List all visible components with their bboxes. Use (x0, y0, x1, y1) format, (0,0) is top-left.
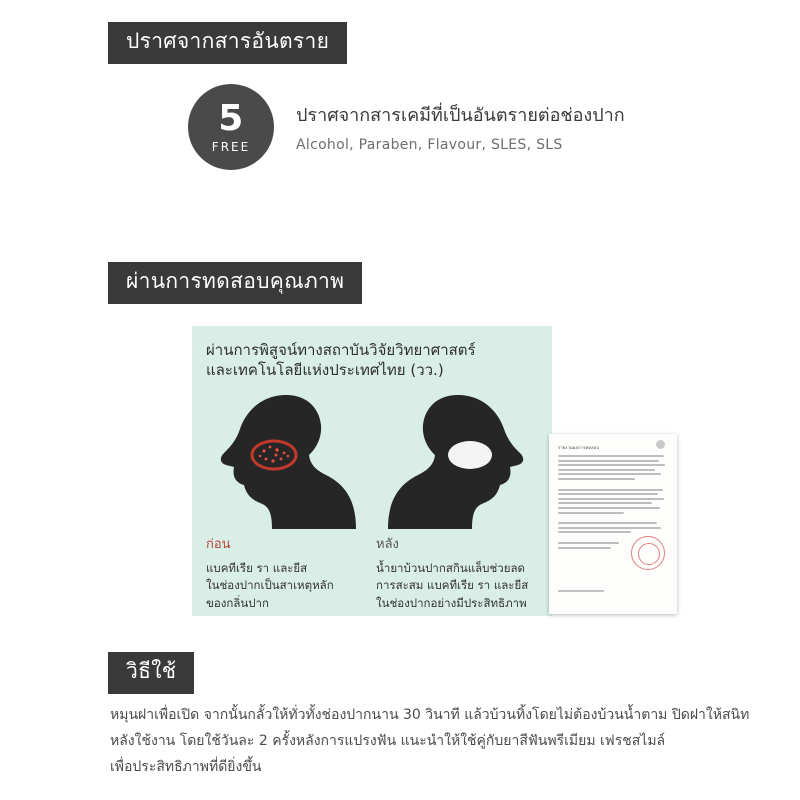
label-before: ก่อน (206, 536, 231, 552)
quality-test-panel (192, 326, 552, 616)
certificate-document (549, 434, 677, 614)
official-stamp-icon (631, 536, 665, 570)
label-after: หลัง (376, 536, 399, 552)
punch-hole-icon (656, 440, 665, 449)
section-heading-free: ปราศจากสารอันตราย (108, 22, 347, 64)
panel-title-line1: ผ่านการพิสูจน์ทางสถาบันวิจัยวิทยาศาสตร์ (206, 341, 476, 359)
head-silhouette-before (206, 389, 368, 529)
head-silhouette-after (376, 389, 538, 529)
free-text-block (296, 104, 716, 153)
description-before-line3: ของกลิ่นปาก (206, 596, 269, 611)
five-free-badge (188, 84, 274, 170)
badge-number: 5 (218, 98, 244, 139)
description-before-line1: แบคทีเรีย รา และยีส (206, 560, 308, 575)
free-description: ปราศจากสารเคมีที่เป็นอันตรายต่อช่องปาก (296, 105, 625, 126)
before-after-descriptions (206, 560, 538, 613)
after-head-cell (376, 389, 538, 529)
description-after (376, 560, 538, 613)
certificate-body-lines (558, 455, 668, 549)
certificate-title: รายงานผลการทดสอบ (558, 445, 600, 450)
section-heading-howto: วิธีใช้ (108, 652, 194, 694)
howto-line3: เพื่อประสิทธิภาพที่ดียิ่งขึ้น (110, 758, 262, 775)
free-ingredient-list: Alcohol, Paraben, Flavour, SLES, SLS (296, 137, 563, 154)
description-before (206, 560, 368, 613)
section-heading-quality: ผ่านการทดสอบคุณภาพ (108, 262, 362, 304)
description-after-line1: น้ำยาบ้วนปากสกินแล็บช่วยลด (376, 560, 525, 575)
howto-line2: หลังใช้งาน โดยใช้วันละ 2 ครั้งหลังการแปรงฟัน แนะนำให้ใช้คู่กับยาสีฟันพรีเมียม เฟรชสไมล์ (110, 732, 666, 749)
panel-title (206, 340, 538, 381)
howto-line1: หมุนฝาเพื่อเปิด จากนั้นกลั้วให้ทั่วทั้งช่องปากนาน 30 วินาที แล้วบ้วนทิ้งโดยไม่ต้องบ้วนน้ำตาม ปิดฝาให้สนิท (110, 707, 750, 723)
badge-word: FREE (211, 140, 251, 154)
before-after-illustrations (206, 389, 538, 529)
description-after-line2: การสะสม แบคทีเรีย รา และยีส (376, 578, 529, 593)
before-after-labels (206, 533, 538, 554)
description-after-line3: ในช่องปากอย่างมีประสิทธิภาพ (376, 596, 527, 611)
signature-line (558, 590, 604, 592)
panel-title-line2: และเทคโนโลยีแห่งประเทศไทย (วว.) (206, 361, 444, 380)
description-before-line2: ในช่องปากเป็นสาเหตุหลัก (206, 578, 334, 593)
howto-instructions (110, 703, 750, 781)
before-head-cell (206, 389, 368, 529)
